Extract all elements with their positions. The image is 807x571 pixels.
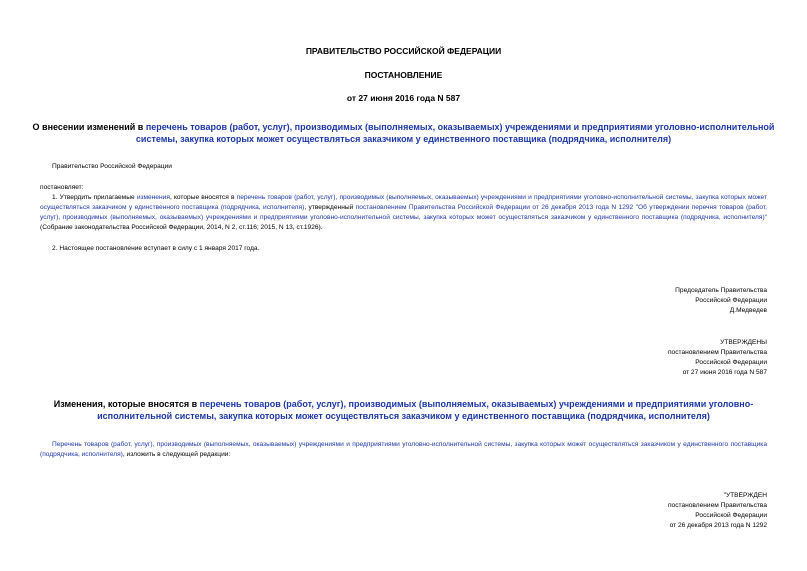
signature-block [675,286,767,316]
item-1-text-2: , которые вносятся в [169,194,237,201]
approved-date: от 27 июня 2016 года N 587 [682,369,767,376]
issuer: Правительство Российской Федерации [52,163,172,170]
approved-1292-block [668,491,767,531]
changes-title-link[interactable]: перечень товаров (работ, услуг), производимых (выполняемых, оказываемых) учреждениями и предприятиями уголовно-исполнительной системы, закупка которых может осуществляться заказчиком у единственного поставщика (подрядчика, исполнителя) [97,399,754,421]
doc-type-heading: ПОСТАНОВЛЕНИЕ [364,70,443,80]
signature-name: Д.Медведев [729,307,767,314]
approved-country: Российской Федерации [695,359,767,366]
decrees-word: постановляет: [40,184,84,191]
item-1-text-4: (Собрание законодательства Российской Федерации, 2014, N 2, ст.116; 2015, N 13, ст.1926). [40,224,323,231]
item-1-paragraph [40,193,767,233]
changes-link[interactable]: изменения [136,194,170,201]
changes-title-prefix: Изменения, которые вносятся в [53,399,200,409]
signature-country: Российской Федерации [695,297,767,304]
approved-1292-date: от 26 декабря 2013 года N 1292 [669,522,767,529]
item-1-text-3: , утвержденный [304,204,356,211]
changes-list-link[interactable]: Перечень товаров (работ, услуг), производимых (выполняемых, оказываемых) учреждениями и предприятиями уголовно-исполнительной системы, закупка которых может осуществляться заказчиком у единственного поставщика (подрядчика, исполнителя) [40,441,767,458]
document-title [28,121,779,145]
approved-block [668,338,767,378]
title-list-link[interactable]: перечень товаров (работ, услуг), производимых (выполняемых, оказываемых) учреждениями и предприятиями уголовно-исполнительной системы, закупка которых может осуществляться заказчиком у единственного поставщика (подрядчика, исполнителя) [135,122,775,144]
approved-1292-word: "УТВЕРЖДЕН [723,492,767,499]
changes-para-rest: , изложить в следующей редакции: [122,451,231,458]
changes-paragraph [40,440,767,460]
approved-word: УТВЕРЖДЕНЫ [720,339,767,346]
approved-by: постановлением Правительства [667,349,767,356]
list-link[interactable]: перечень товаров (работ, услуг), производимых (выполняемых, оказываемых) учреждениями и предприятиями уголовно-исполнительной системы, закупка которых может осуществляться заказчиком у единственного поставщика (подрядчика, исполнителя) [40,194,768,211]
item-1-text-1: 1. Утвердить прилагаемые [52,194,137,201]
approved-1292-country: Российской Федерации [695,512,767,519]
signature-title: Председатель Правительства [675,287,767,294]
item-2-paragraph: 2. Настоящее постановление вступает в силу с 1 января 2017 года. [52,245,260,252]
title-prefix: О внесении изменений в [32,122,146,132]
government-heading: ПРАВИТЕЛЬСТВО РОССИЙСКОЙ ФЕДЕРАЦИИ [305,46,502,56]
resolution-1292-link[interactable]: постановлением Правительства Российской Федерации от 26 декабря 2013 года N 1292 "Об утверждении перечня товаров (работ, услуг), производимых (выполняемых, оказываемых) учреждениями и предприятиями уголовно-исполнительной системы, закупка которых может осуществляться заказчиком у единственного поставщика (подрядчика, исполнителя)" [40,204,767,221]
changes-title [40,398,767,422]
approved-1292-by: постановлением Правительства [667,502,767,509]
doc-date-number: от 27 июня 2016 года N 587 [346,93,461,103]
